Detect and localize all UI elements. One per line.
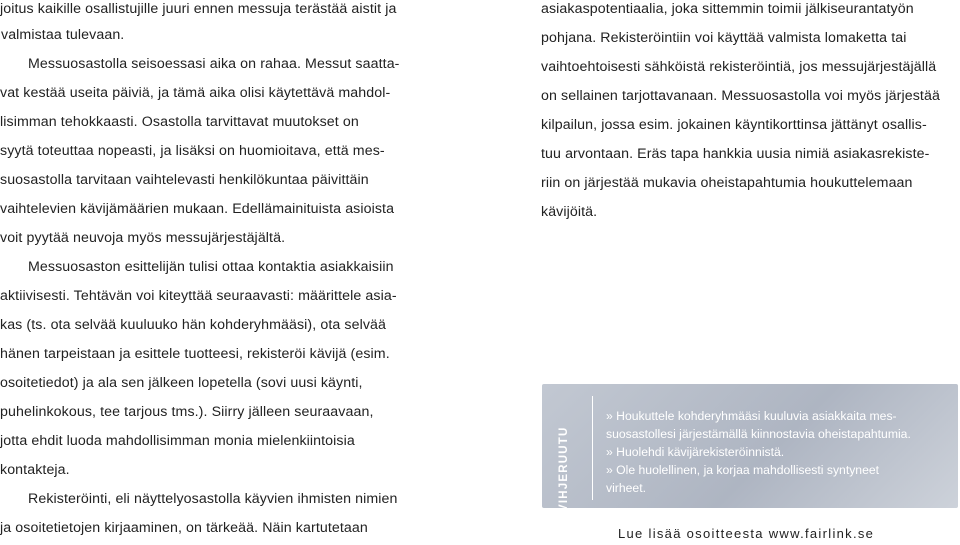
- left-line-7: suosastolla tarvitaan vaihtelevasti henkilökuntaa päivittäin: [0, 172, 369, 188]
- left-line-15: puhelinkokous, tee tarjous tms.). Siirry jälleen seuraavaan,: [0, 404, 374, 420]
- footer-link[interactable]: Lue lisää osoitteesta www.fairlink.se: [618, 526, 875, 541]
- left-line-12: kas (ts. ota selvää kuuluuko hän kohderyhmääsi), ota selvää: [0, 317, 387, 333]
- right-line-1: asiakaspotentiaalia, joka sittemmin toimii jälkiseurantatyön: [541, 1, 914, 17]
- tip-box-label: VIHJERUUTU: [558, 426, 570, 512]
- left-line-2: valmistaa tulevaan.: [1, 27, 125, 43]
- left-line-6: syytä toteuttaa nopeasti, ja lisäksi on huomioitava, että mes-: [0, 143, 385, 159]
- left-line-14: osoitetiedot) ja ala sen jälkeen lopetella (sovi uusi käynti,: [0, 375, 363, 391]
- left-line-5: lisimman tehokkaasti. Osastolla tarvittavat muutokset on: [0, 114, 359, 130]
- left-line-16: jotta ehdit luoda mahdollisimman monia mielenkiintoisia: [0, 433, 355, 449]
- right-line-7: riin on järjestää mukavia oheistapahtumia houkuttelemaan: [541, 175, 913, 191]
- tip-box-divider: [592, 396, 593, 500]
- tip-line-1: » Houkuttele kohderyhmääsi kuuluvia asiakkaita mes-: [606, 409, 897, 423]
- left-line-11: aktiivisesti. Tehtävän voi kiteyttää seuraavasti: määrittele asia-: [0, 288, 397, 304]
- tip-line-3: » Huolehdi kävijärekisteröinnistä.: [606, 445, 785, 459]
- left-line-19: ja osoitetietojen kirjaaminen, on tärkeää. Näin kartutetaan: [0, 520, 368, 536]
- right-line-8: kävijöitä.: [541, 204, 598, 220]
- right-line-5: kilpailun, jossa esim. jokainen käyntikorttinsa jättänyt osallis-: [541, 117, 927, 133]
- left-line-18: Rekisteröinti, eli näyttelyosastolla käyvien ihmisten nimien: [28, 491, 398, 507]
- left-line-10: Messuosaston esittelijän tulisi ottaa kontaktia asiakkaisiin: [28, 259, 394, 275]
- tip-line-5: virheet.: [606, 481, 646, 495]
- left-line-4: vat kestää useita päiviä, ja tämä aika olisi käytettävä mahdol-: [0, 85, 391, 101]
- left-line-17: kontakteja.: [0, 462, 70, 478]
- left-line-1: joitus kaikille osallistujille juuri ennen messuja terästää aistit ja: [0, 1, 397, 17]
- left-line-9: voit pyytää neuvoja myös messujärjestäjältä.: [0, 230, 286, 246]
- right-line-6: tuu arvontaan. Eräs tapa hankkia uusia nimiä asiakasrekiste-: [541, 146, 930, 162]
- left-line-13: hänen tarpeistaan ja esittele tuotteesi, rekisteröi kävijä (esim.: [0, 346, 390, 362]
- tip-line-4: » Ole huolellinen, ja korjaa mahdollisesti syntyneet: [606, 463, 880, 477]
- right-line-2: pohjana. Rekisteröintiin voi käyttää valmista lomaketta tai: [541, 30, 907, 46]
- tip-line-2: suosastollesi järjestämällä kiinnostavia oheistapahtumia.: [606, 427, 911, 441]
- right-line-3: vaihtoehtoisesti sähköistä rekisteröintiä, jos messujärjestäjällä: [541, 59, 937, 75]
- right-line-4: on sellainen tarjottavanaan. Messuosastolla voi myös järjestää: [541, 88, 940, 104]
- left-line-3: Messuosastolla seisoessasi aika on rahaa. Messut saatta-: [28, 56, 400, 72]
- left-line-8: vaihtelevien kävijämäärien mukaan. Edellämainituista asioista: [0, 201, 395, 217]
